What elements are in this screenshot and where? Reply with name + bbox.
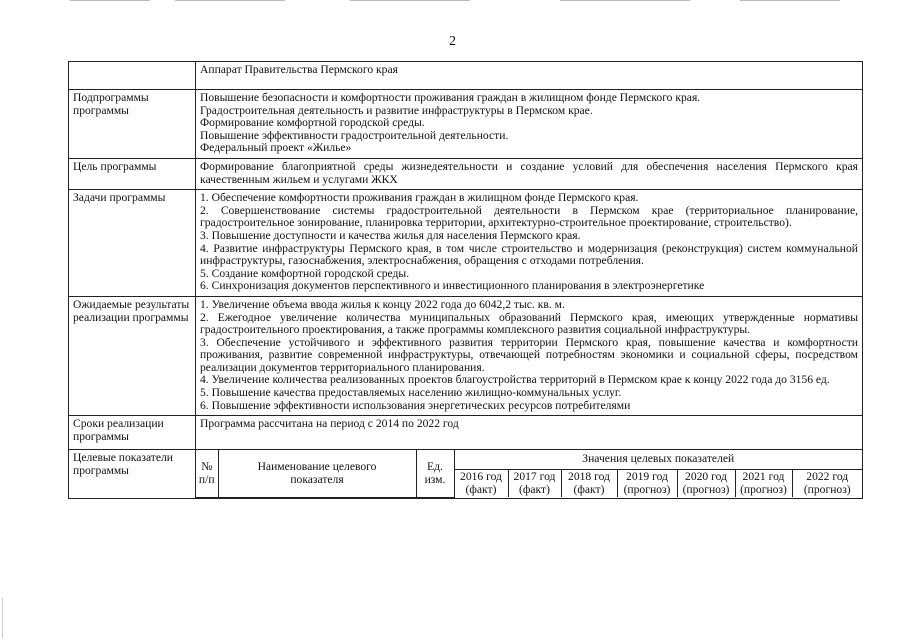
result-item: 3. Обеспечение устойчивого и эффективного развития территории Пермского края, повышение качества и комфортности проживания, развитие современной инфраструктуры, отвечающей потребностям экономики и социальной сферы, посредством реализации документов территориального планирования. [200, 335, 858, 374]
row-responsible [69, 62, 863, 90]
row-goal [69, 158, 863, 189]
row-subprograms-value [196, 90, 863, 159]
row-goal-value: Формирование благоприятной среды жизнедеятельности и создание условий для обеспечения населения Пермского края качественным жильем и услугами ЖКХ [196, 158, 863, 189]
col-header-year: 2019 год (прогноз) [617, 470, 677, 498]
col-header-unit: Ед. изм. [416, 450, 454, 497]
top-scan-marks [0, 0, 905, 4]
task-item: 1. Обеспечение комфортности проживания граждан в жилищном фонде Пермского края. [200, 191, 639, 205]
program-passport-table [68, 61, 863, 499]
indicators-header-table [196, 450, 862, 498]
subprogram-item: Повышение безопасности и комфортности проживания граждан в жилищном фонде Пермского края. [200, 91, 701, 104]
row-subprograms-label: Подпрограммы программы [69, 90, 196, 159]
col-header-name: Наименование целевого показателя [218, 450, 416, 497]
subprogram-item: Формирование комфортной городской среды. [200, 116, 425, 130]
row-results-value [196, 296, 863, 415]
subprogram-item: Градостроительная деятельность и развитие инфраструктуры в Пермском крае. [200, 103, 593, 117]
row-indicators [69, 450, 863, 499]
col-header-values: Значения целевых показателей [454, 450, 862, 470]
task-item: 4. Развитие инфраструктуры Пермского края, в том числе строительство и модернизация (реконструкция) систем коммунальной инфраструктуры, газоснабжения, электроснабжения, обращения с отходами потребления. [200, 241, 858, 268]
row-indicators-label: Целевые показатели программы [69, 450, 196, 499]
scan-edge-mark [2, 598, 3, 638]
row-responsible-label [69, 62, 196, 90]
col-header-year: 2021 год (прогноз) [735, 470, 792, 498]
result-item: 4. Увеличение количества реализованных проектов благоустройства территорий в Пермском крае к концу 2022 года до 3156 ед. [200, 373, 830, 387]
col-header-number: № п/п [196, 450, 218, 497]
col-header-year: 2016 год (факт) [454, 470, 508, 498]
row-tasks [69, 190, 863, 297]
task-item: 3. Повышение доступности и качества жилья для населения Пермского края. [200, 228, 581, 242]
result-item: 2. Ежегодное увеличение количества муниципальных образований Пермского края, имеющих утвержденные нормативы градостроительного проектирования, а также программы комплексного развития социальной инфраструктуры. [200, 310, 858, 337]
row-subprograms [69, 90, 863, 159]
row-results [69, 296, 863, 415]
row-tasks-value [196, 190, 863, 297]
subprogram-item: Повышение эффективности градостроительной деятельности. [200, 128, 509, 142]
row-results-label: Ожидаемые результаты реализации программы [69, 296, 196, 415]
row-responsible-value: Аппарат Правительства Пермского края [196, 62, 863, 90]
task-item: 5. Создание комфортной городской среды. [200, 266, 410, 280]
result-item: 1. Увеличение объема ввода жилья к концу 2022 года до 6042,2 тыс. кв. м. [200, 297, 565, 311]
subprogram-item: Федеральный проект «Жилье» [200, 141, 352, 155]
row-tasks-label: Задачи программы [69, 190, 196, 297]
col-header-year: 2017 год (факт) [508, 470, 561, 498]
row-indicators-value [196, 450, 863, 499]
row-goal-label: Цель программы [69, 158, 196, 189]
task-item: 2. Совершенствование системы градостроительной деятельности в Пермском крае (территориальное планирование, градостроительное зонирование, планировка территории, архитектурно-строительное проектирование, строительство). [200, 203, 858, 230]
row-terms-label: Сроки реализации программы [69, 416, 196, 450]
row-terms [69, 416, 863, 450]
col-header-year: 2022 год (прогноз) [792, 470, 862, 498]
row-terms-value: Программа рассчитана на период с 2014 по 2022 год [196, 416, 863, 450]
col-header-year: 2020 год (прогноз) [677, 470, 735, 498]
page-number: 2 [449, 34, 456, 49]
result-item: 6. Повышение эффективности использования энергетических ресурсов потребителями [200, 398, 631, 412]
result-item: 5. Повышение качества предоставляемых населению жилищно-коммунальных услуг. [200, 386, 622, 400]
col-header-year: 2018 год (факт) [561, 470, 617, 498]
task-item: 6. Синхронизация документов перспективного и инвестиционного планирования в электроэнергетике [200, 279, 705, 293]
